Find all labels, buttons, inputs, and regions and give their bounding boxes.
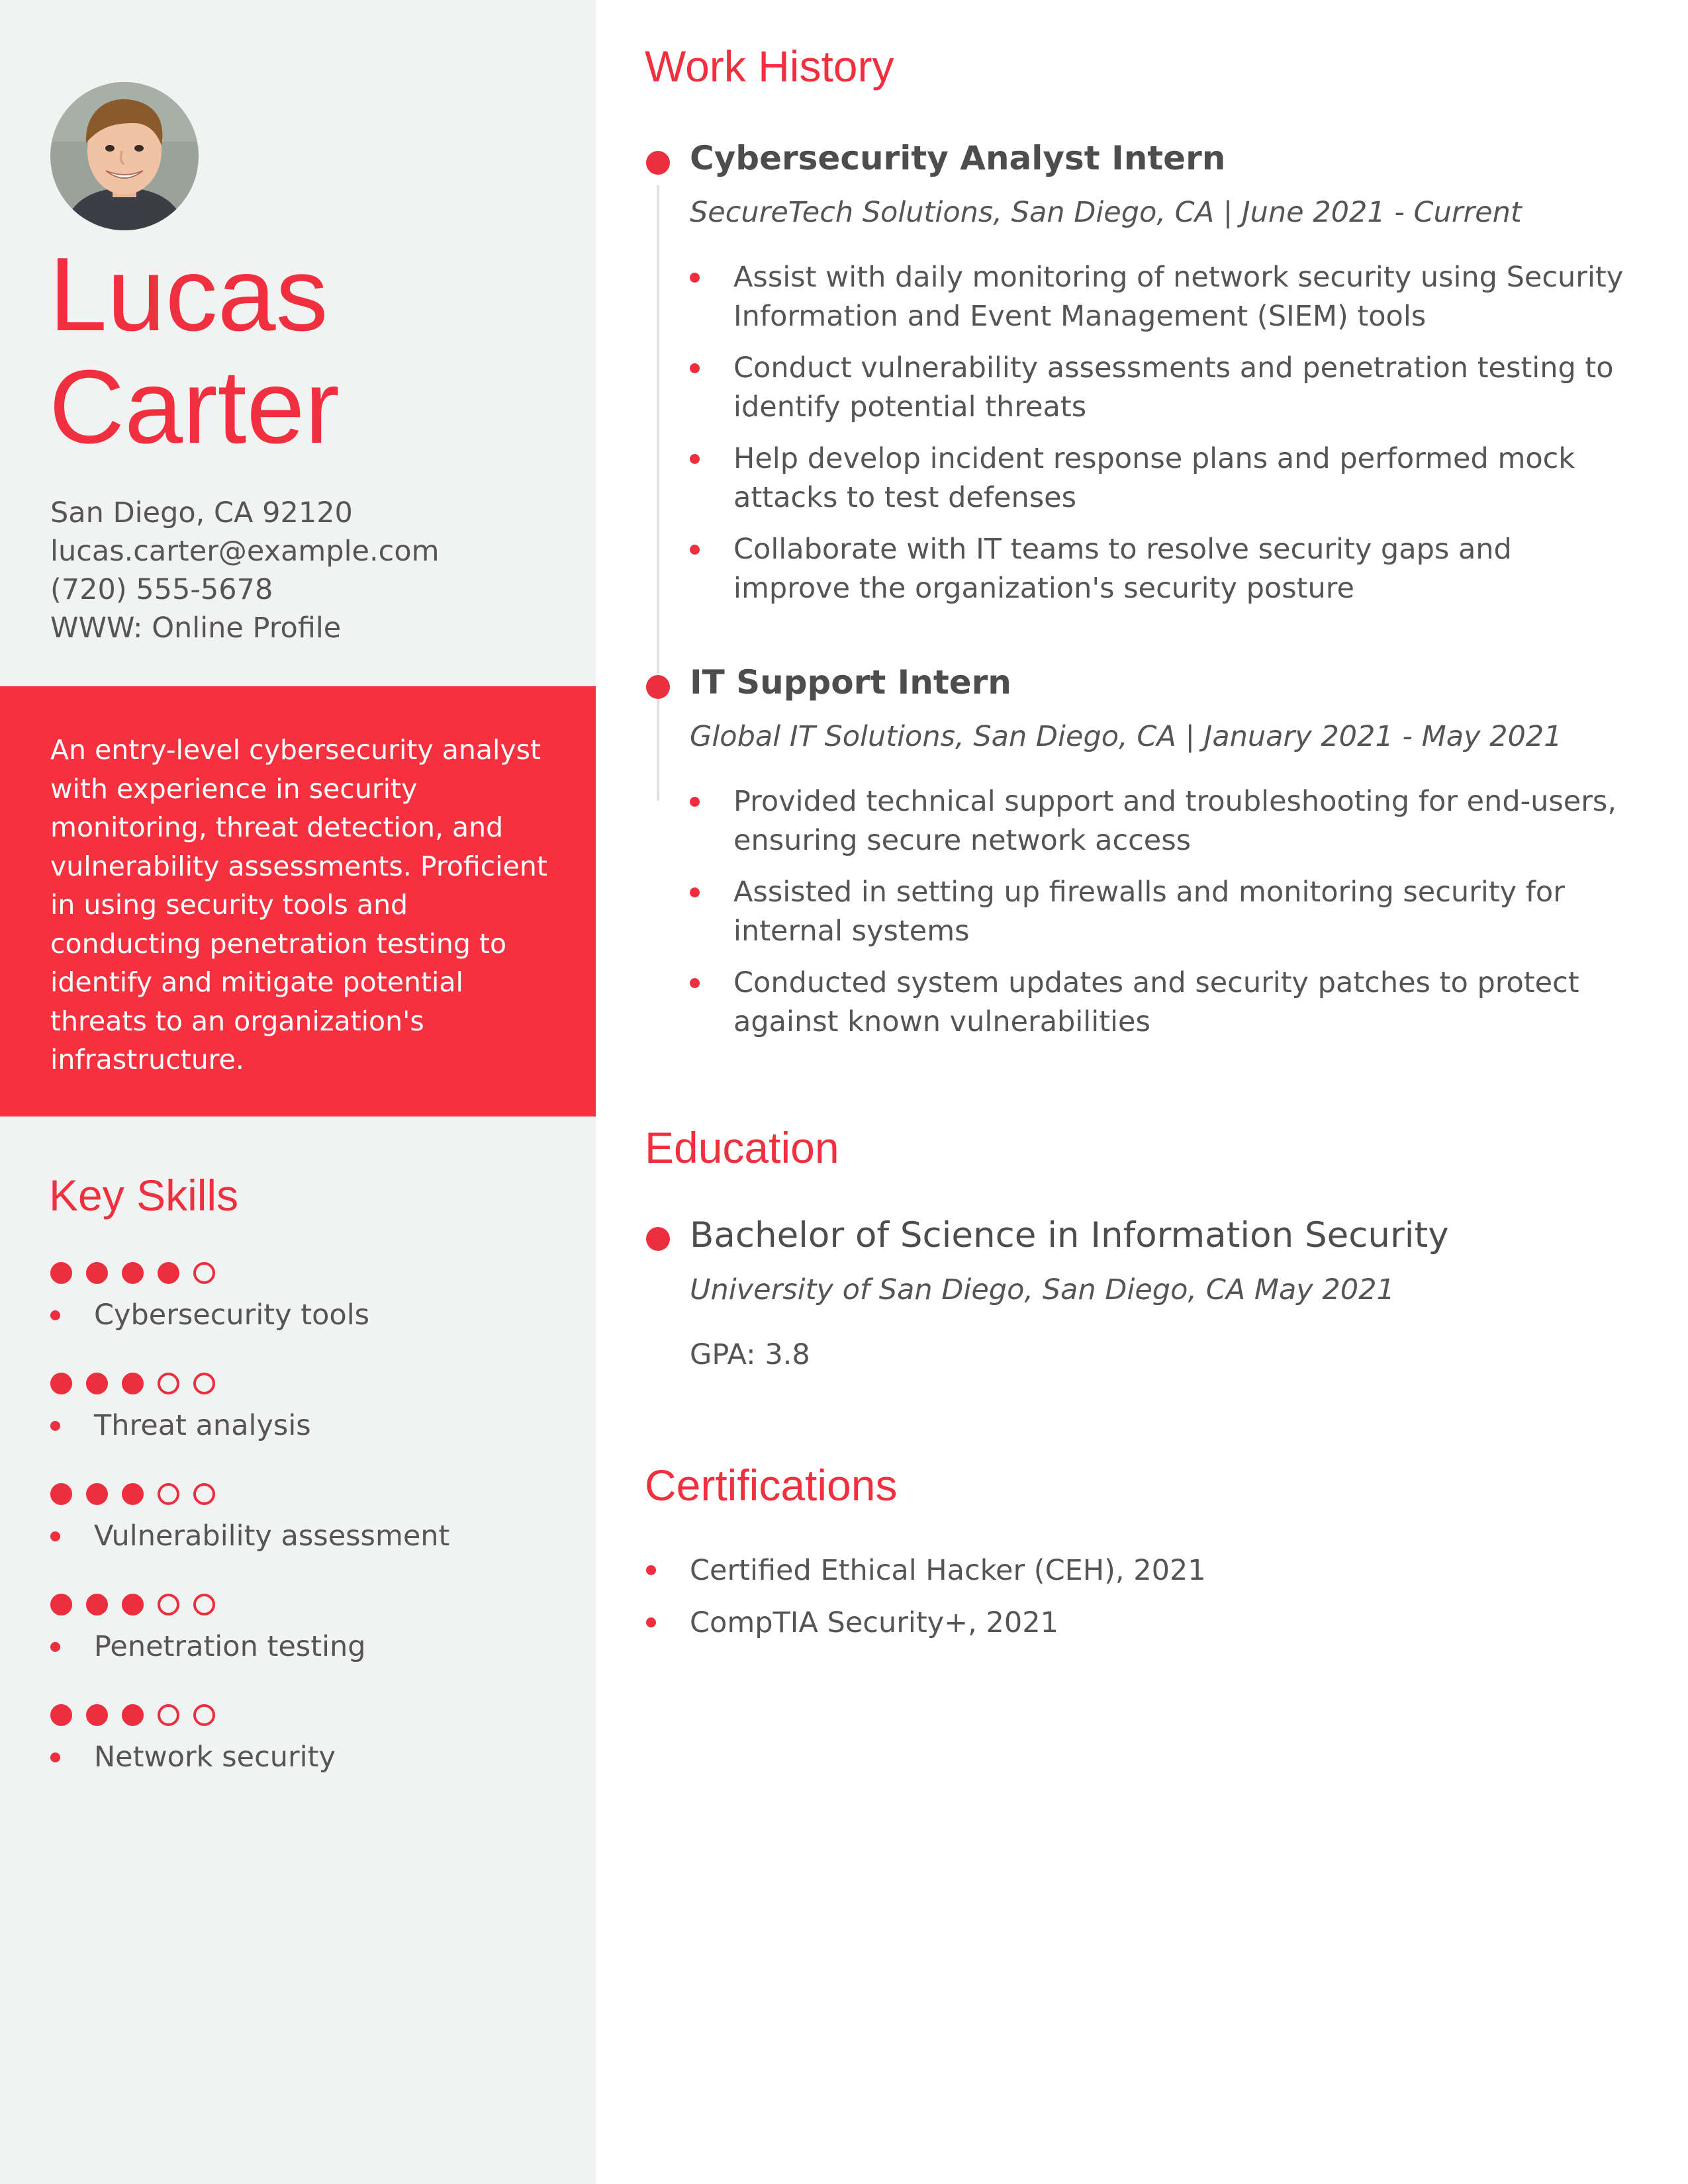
- job-bullet: Assist with daily monitoring of network security using Security Information and Event Management (SIEM) tools: [690, 258, 1630, 336]
- rating-dot-filled: [50, 1483, 72, 1505]
- timeline-dot: [646, 675, 670, 699]
- bullet-icon: [50, 1310, 60, 1320]
- rating-dot-filled: [122, 1373, 144, 1394]
- rating-dot-empty: [158, 1373, 179, 1394]
- job-subtitle: SecureTech Solutions, San Diego, CA | June 2021 - Current: [690, 196, 1522, 229]
- certification-item: Certified Ethical Hacker (CEH), 2021: [646, 1551, 1639, 1590]
- skill-item: [50, 1482, 567, 1553]
- rating-dot-empty: [158, 1483, 179, 1505]
- skill-label: Threat analysis: [94, 1409, 311, 1442]
- rating-dot-filled: [50, 1262, 72, 1284]
- skill-rating: [50, 1593, 567, 1615]
- skill-label: Penetration testing: [94, 1630, 366, 1663]
- rating-dot-empty: [193, 1704, 215, 1726]
- rating-dot-filled: [86, 1594, 108, 1615]
- work-history-heading: Work History: [645, 42, 894, 91]
- certifications-list: [646, 1551, 1639, 1656]
- skill-row: [50, 1741, 567, 1774]
- rating-dot-filled: [86, 1262, 108, 1284]
- profile-photo: [50, 82, 199, 230]
- skill-label: Vulnerability assessment: [94, 1520, 450, 1553]
- candidate-name: [49, 238, 579, 463]
- job-bullets: [690, 258, 1630, 621]
- website-link[interactable]: WWW: Online Profile: [50, 612, 342, 645]
- job-subtitle: Global IT Solutions, San Diego, CA | January 2021 - May 2021: [690, 720, 1562, 753]
- rating-dot-filled: [50, 1704, 72, 1726]
- job-bullet: Conduct vulnerability assessments and penetration testing to identify potential threats: [690, 349, 1630, 426]
- timeline-dot: [646, 1227, 670, 1251]
- degree: Bachelor of Science in Information Security: [690, 1215, 1449, 1255]
- school: University of San Diego, San Diego, CA May 2021: [690, 1273, 1395, 1306]
- rating-dot-filled: [86, 1483, 108, 1505]
- skill-item: [50, 1704, 567, 1774]
- job-title: Cybersecurity Analyst Intern: [690, 139, 1226, 177]
- skill-rating: [50, 1704, 567, 1726]
- job-title: IT Support Intern: [690, 663, 1011, 702]
- rating-dot-empty: [158, 1594, 179, 1615]
- skill-item: [50, 1593, 567, 1663]
- bullet-icon: [50, 1752, 60, 1762]
- job-bullet: Collaborate with IT teams to resolve security gaps and improve the organization's security posture: [690, 530, 1630, 608]
- skill-row: [50, 1298, 567, 1332]
- skill-row: [50, 1630, 567, 1663]
- gpa: GPA: 3.8: [690, 1338, 810, 1371]
- rating-dot-filled: [122, 1483, 144, 1505]
- rating-dot-empty: [193, 1483, 215, 1505]
- skill-row: [50, 1409, 567, 1442]
- first-name: Lucas: [49, 236, 328, 353]
- rating-dot-filled: [122, 1262, 144, 1284]
- rating-dot-filled: [86, 1704, 108, 1726]
- phone[interactable]: (720) 555-5678: [50, 573, 273, 606]
- skill-item: [50, 1372, 567, 1442]
- rating-dot-filled: [122, 1594, 144, 1615]
- skill-rating: [50, 1372, 567, 1394]
- skill-item: [50, 1261, 567, 1332]
- skill-rating: [50, 1482, 567, 1505]
- skills-heading: Key Skills: [49, 1171, 239, 1220]
- job-bullet: Conducted system updates and security patches to protect against known vulnerabilities: [690, 964, 1630, 1041]
- skill-label: Cybersecurity tools: [94, 1298, 370, 1332]
- timeline-line: [657, 185, 659, 801]
- bullet-icon: [50, 1642, 60, 1652]
- job-bullet: Assisted in setting up firewalls and monitoring security for internal systems: [690, 873, 1630, 950]
- job-bullets: [690, 782, 1630, 1054]
- rating-dot-filled: [122, 1704, 144, 1726]
- job-bullet: Help develop incident response plans and performed mock attacks to test defenses: [690, 439, 1630, 517]
- rating-dot-filled: [158, 1262, 179, 1284]
- skill-label: Network security: [94, 1741, 336, 1774]
- bullet-icon: [50, 1531, 60, 1541]
- education-heading: Education: [645, 1123, 839, 1172]
- skill-rating: [50, 1261, 567, 1284]
- contact-info: [50, 494, 580, 647]
- rating-dot-empty: [193, 1373, 215, 1394]
- skill-row: [50, 1520, 567, 1553]
- certifications-heading: Certifications: [645, 1461, 898, 1510]
- bullet-icon: [50, 1421, 60, 1431]
- rating-dot-empty: [193, 1594, 215, 1615]
- last-name: Carter: [49, 349, 340, 465]
- rating-dot-empty: [158, 1704, 179, 1726]
- certification-item: CompTIA Security+, 2021: [646, 1604, 1639, 1642]
- summary-text: An entry-level cybersecurity analyst with experience in security monitoring, threat detection, and vulnerability assessments. Proficient in using security tools and conducting penetration testing to identify and mitigate potential threats to an organization's infrastructure.: [50, 734, 547, 1075]
- timeline-dot: [646, 151, 670, 175]
- rating-dot-filled: [86, 1373, 108, 1394]
- rating-dot-filled: [50, 1373, 72, 1394]
- rating-dot-filled: [50, 1594, 72, 1615]
- job-bullet: Provided technical support and troubleshooting for end-users, ensuring secure network access: [690, 782, 1630, 860]
- email[interactable]: lucas.carter@example.com: [50, 535, 440, 568]
- avatar: [50, 82, 199, 230]
- rating-dot-empty: [193, 1262, 215, 1284]
- location: San Diego, CA 92120: [50, 496, 353, 529]
